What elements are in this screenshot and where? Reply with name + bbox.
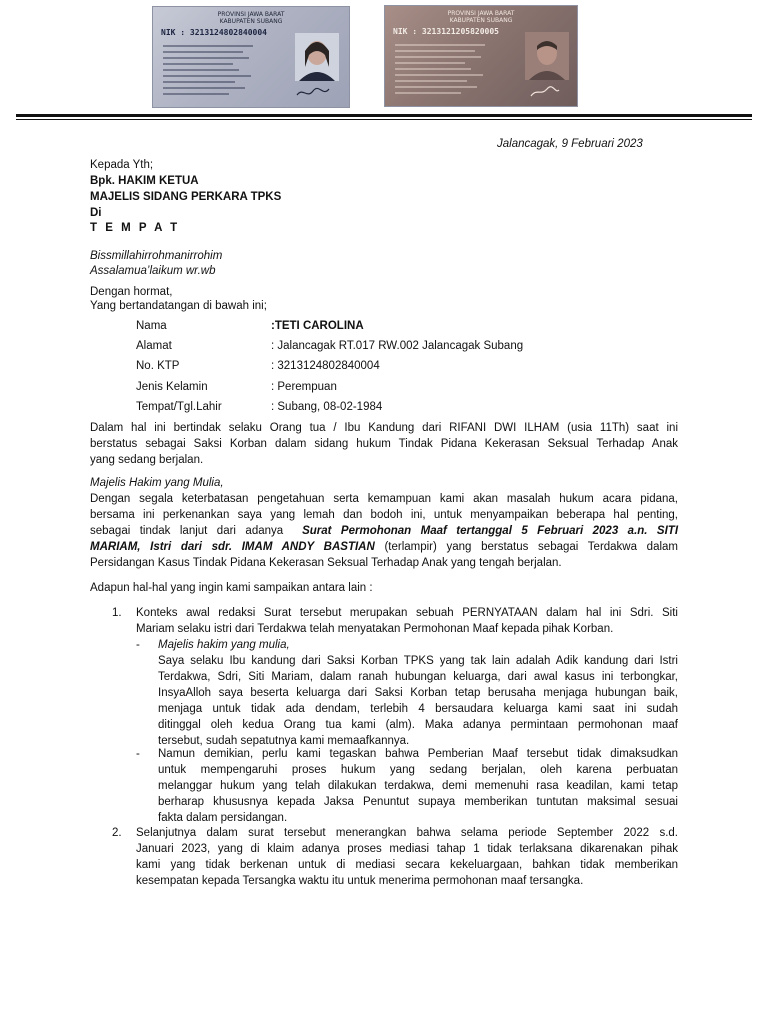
id-card-portrait	[295, 33, 339, 81]
paragraph-line: yang sedang berjalan.	[90, 454, 204, 466]
id-card-regency: KABUPATEN SUBANG	[449, 17, 513, 24]
identity-label: No. KTP	[136, 360, 180, 372]
paragraph-line: Mariam selaku istri dari Terdakwa telah menyatakan Permohonan Maaf kepada pihak Korban.	[136, 623, 614, 635]
id-card-nik-label: NIK	[393, 27, 408, 36]
id-card-field-line	[395, 86, 477, 88]
address-mulia: Majelis Hakim yang Mulia,	[90, 477, 224, 489]
paragraph-background	[90, 491, 678, 571]
sub-2-text	[158, 746, 678, 826]
sub-1-text	[158, 653, 678, 749]
salam: Assalamua’laikum wr.wb	[90, 265, 216, 277]
id-card-field-line	[163, 93, 229, 95]
identity-value: :TETI CAROLINA	[271, 320, 364, 332]
id-card-field-line	[395, 80, 467, 82]
id-card-field-line	[395, 50, 475, 52]
id-card-field-line	[163, 81, 235, 83]
point-number: 1.	[112, 607, 122, 619]
recipient-1: Bpk. HAKIM KETUA	[90, 175, 199, 187]
id-card-field-line	[395, 74, 483, 76]
id-card-nik-value: 3213124802840004	[189, 28, 267, 37]
id-card-field-line	[163, 75, 251, 77]
id-card-photo-1	[152, 6, 350, 108]
paragraph-line: Dalam hal ini bertindak selaku Orang tua / Ibu Kandung dari RIFANI DWI ILHAM (usia 11Th) saat ini	[90, 422, 678, 434]
paragraph-line	[90, 523, 678, 539]
paragraph-line: bersama ini perkenankan saya yang lemah dan bodoh ini, untuk menyampaikan beberapa hal penting,	[90, 509, 678, 521]
identity-value: : Jalancagak RT.017 RW.002 Jalancagak Subang	[271, 340, 524, 352]
tempat-line: T E M P A T	[90, 222, 180, 234]
id-card-field-line	[395, 68, 471, 70]
identity-value: : Perempuan	[271, 381, 337, 393]
id-card-signature	[525, 84, 565, 100]
id-card-signature	[293, 85, 333, 101]
paragraph-line: melanggar hukum yang telah dilakukan terdakwa, demi memenuhi rasa keadilan, kami tetap	[158, 780, 678, 792]
id-card-portrait	[525, 32, 569, 80]
id-card-header	[385, 10, 577, 24]
sub-bullet-dash: -	[136, 748, 140, 760]
paragraph-line: berharap khususnya kepada Jaksa Penuntut supaya memberikan tuntutan maksimal sesuai	[158, 796, 678, 808]
paragraph-line: Terdakwa, Sdri, Siti Mariam, dalam ranah hubungan keluarga, dari awal kasus ini terbongkar,	[158, 671, 678, 683]
bismillah: Bissmillahirrohmanirrohim	[90, 250, 223, 262]
point-2-text	[136, 825, 678, 889]
header-rule-thick	[16, 114, 752, 117]
paragraph-line: Selanjutnya dalam surat tersebut menerangkan bahwa selama periode September 2022 s.d.	[136, 827, 678, 839]
paragraph-role	[90, 420, 678, 468]
paragraph-line: kesempatan kepada Tersangka waktu itu untuk menerima permohonan maaf tersangka.	[136, 875, 584, 887]
paragraph-line: ditinggal oleh kedua Orang tua kami (alm). Maka adanya permintaan permohonan maaf	[158, 719, 678, 731]
paragraph-line: Persidangan Kasus Tindak Pidana Kekerasan Seksual Terhadap Anak yang tengah berjalan.	[90, 557, 562, 569]
id-card-nik-value: 3213121205820005	[421, 27, 499, 36]
identity-value: : 3213124802840004	[271, 360, 380, 372]
identity-label: Alamat	[136, 340, 172, 352]
recipient-2: MAJELIS SIDANG PERKARA TPKS	[90, 191, 282, 203]
id-card-field-line	[395, 56, 481, 58]
paragraph-line: menjaga untuk tidak ada dendam, terlebih 4 bersaudara keluarga kami saat ini sudah	[158, 703, 678, 715]
id-card-field-line	[395, 62, 465, 64]
paragraph-line: kami yang tidak berkenan untuk di mediasi secara kekeluargaan, bahkan tidak memberikan	[136, 859, 678, 871]
sub-bullet-dash: -	[136, 639, 140, 651]
letter-reference: Surat Permohonan Maaf tertanggal 5 Februari 2023 a.n. SITI	[302, 525, 679, 537]
to-line: Kepada Yth;	[90, 159, 154, 171]
paragraph-text: (terlampir) yang berstatus sebagai Terdakwa dalam	[384, 541, 678, 553]
identity-label: Tempat/Tgl.Lahir	[136, 401, 222, 413]
id-card-province: PROVINSI JAWA BARAT	[217, 11, 285, 18]
identity-label: Nama	[136, 320, 167, 332]
identity-value: : Subang, 08-02-1984	[271, 401, 383, 413]
id-card-province: PROVINSI JAWA BARAT	[447, 10, 515, 17]
id-card-field-line	[163, 87, 245, 89]
id-card-field-line	[163, 51, 243, 53]
undersigned-line: Yang bertandatangan di bawah ini;	[90, 300, 267, 312]
id-card-field-line	[395, 92, 461, 94]
id-card-header	[153, 11, 349, 25]
paragraph-line: Namun demikian, perlu kami tegaskan bahwa Pemberian Maaf tersebut tidak dimaksudkan	[158, 748, 678, 760]
identity-label: Jenis Kelamin	[136, 381, 208, 393]
point-number: 2.	[112, 827, 122, 839]
paragraph-line: fakta dalam persidangan.	[158, 812, 288, 824]
di-line: Di	[90, 207, 102, 219]
id-card-field-line	[163, 69, 239, 71]
paragraph-line	[90, 539, 678, 555]
paragraph-line: berstatus sebagai Saksi Korban dalam sidang hukum Tindak Pidana Kekerasan Seksual Terhadap Anak	[90, 438, 678, 450]
id-card-field-line	[163, 45, 253, 47]
paragraph-line: untuk mempengaruhi proses hukum yang sedang berjalan, oleh karena perbuatan	[158, 764, 678, 776]
header-rule-thin	[16, 119, 752, 120]
paragraph-line: Konteks awal redaksi Surat tersebut merupakan sebuah PERNYATAAN dalam hal ini Sdri. Siti	[136, 607, 678, 619]
point-1-text	[136, 605, 678, 637]
paragraph-line: Saya selaku Ibu kandung dari Saksi Korban TPKS yang tak lain adalah Adik kandung dari Istri	[158, 655, 678, 667]
id-card-nik-label: NIK	[161, 28, 176, 37]
paragraph-text: sebagai tindak lanjut dari adanya	[90, 525, 284, 537]
id-card-field-line	[163, 57, 249, 59]
paragraph-line: Januari 2023, yang di klaim adanya proses mediasi tahap 1 tidak terlaksana dikarenakan pihak	[136, 843, 678, 855]
id-card-nik: NIK : 3213124802840004	[161, 28, 267, 37]
id-card-nik: NIK : 3213121205820005	[393, 27, 499, 36]
id-card-photo-2	[384, 5, 578, 107]
paragraph-line: Dengan segala keterbatasan pengetahuan serta kemampuan kami akan masalah hukum acara pidana,	[90, 493, 678, 505]
id-card-field-line	[163, 63, 233, 65]
id-card-field-line	[395, 44, 485, 46]
paragraph-line: tersebut, sudah sepatutnya kami memaafkannya.	[158, 735, 410, 747]
points-intro: Adapun hal-hal yang ingin kami sampaikan antara lain :	[90, 582, 373, 594]
paragraph-line: InsyaAlloh saya beserta keluarga dari Saksi Korban tetap berusaha menjaga hubungan baik,	[158, 687, 678, 699]
greeting: Dengan hormat,	[90, 286, 173, 298]
place-date: Jalancagak, 9 Februari 2023	[497, 138, 643, 150]
letter-reference: MARIAM, Istri dari sdr. IMAM ANDY BASTIAN	[90, 541, 375, 553]
sub-1-title: Majelis hakim yang mulia,	[158, 639, 290, 651]
id-card-regency: KABUPATEN SUBANG	[219, 18, 283, 25]
